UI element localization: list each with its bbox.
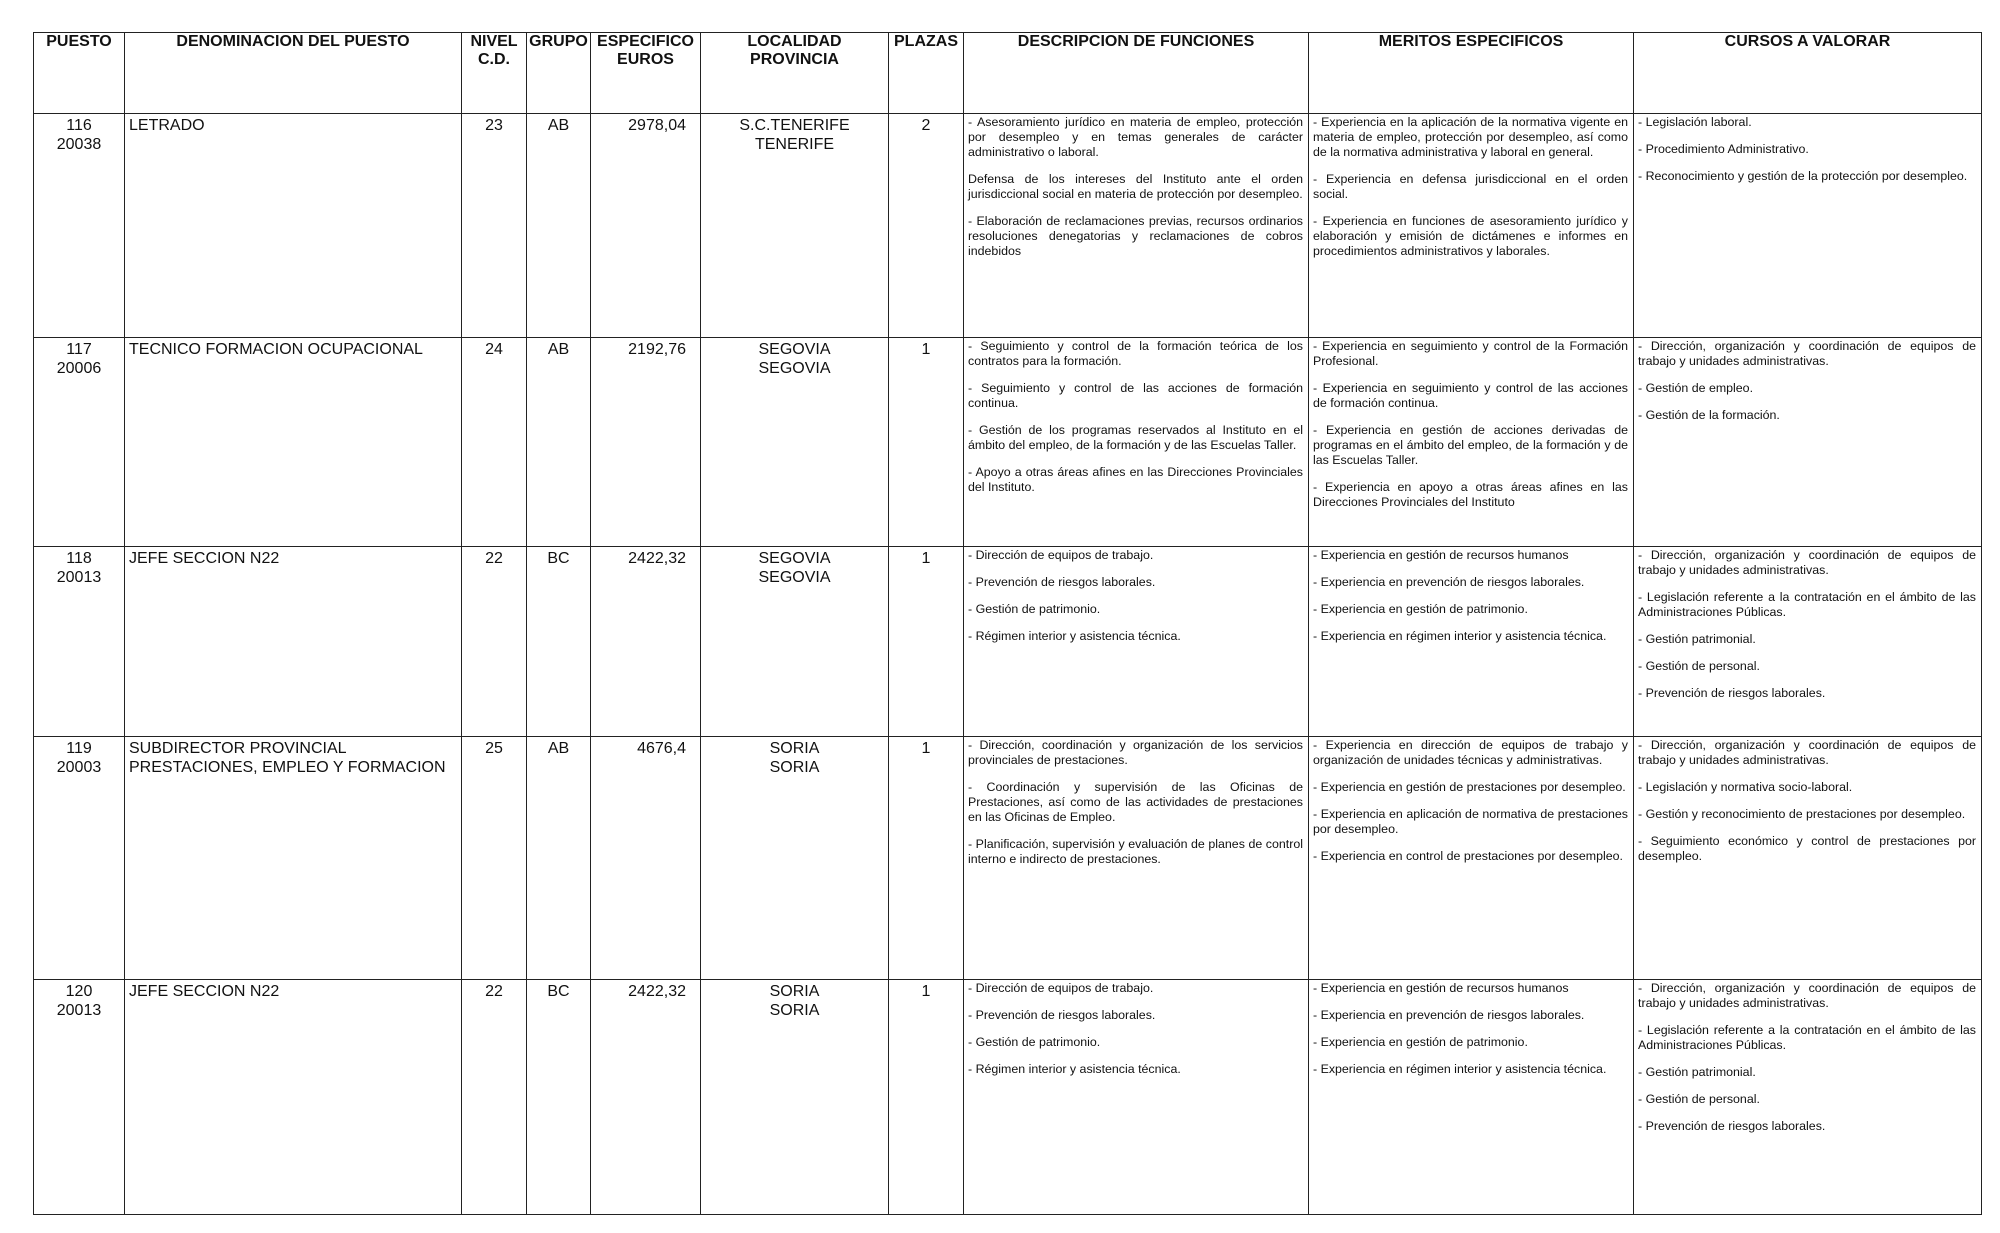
nivel-value: 22 [485,983,503,1000]
meritos-cell [1309,338,1634,547]
header-localidad: LOCALIDAD PROVINCIA [701,33,889,114]
grupo-value: AB [547,341,570,358]
grupo-value: AB [547,740,570,757]
merito-item: - Experiencia en apoyo a otras áreas afines en las Direcciones Provinciales del Instituto [1313,480,1628,509]
plazas-value: 1 [921,983,931,1000]
denominacion-text: LETRADO [129,117,205,134]
table-row [34,114,1982,338]
localidad-value: SORIA [769,740,820,757]
header-denominacion: DENOMINACION DEL PUESTO [125,33,462,114]
curso-item: - Prevención de riesgos laborales. [1638,1119,1826,1133]
curso-item: - Legislación referente a la contratación en el ámbito de las Administraciones Públicas. [1638,1023,1976,1052]
merito-item: - Experiencia en gestión de patrimonio. [1313,602,1528,616]
grupo-cell [527,114,591,338]
puesto-code: 20038 [56,136,102,153]
header-nivel: NIVEL C.D. [462,33,527,114]
funciones-cell [964,338,1309,547]
especifico-cell [591,114,701,338]
header-especifico: ESPECIFICO EUROS [591,33,701,114]
merito-item: - Experiencia en defensa jurisdiccional en el orden social. [1313,172,1628,201]
curso-item: - Gestión patrimonial. [1638,632,1756,646]
curso-item: - Dirección, organización y coordinación de equipos de trabajo y unidades administrativas. [1638,339,1976,368]
nivel-value: 24 [485,341,503,358]
denominacion-text: SUBDIRECTOR PROVINCIAL PRESTACIONES, EMPLEO Y FORMACION [129,740,446,776]
funcion-item: - Dirección de equipos de trabajo. [968,981,1154,995]
curso-item: - Gestión patrimonial. [1638,1065,1756,1079]
nivel-cell [462,737,527,980]
funcion-item: - Gestión de patrimonio. [968,1035,1101,1049]
meritos-cell [1309,547,1634,737]
merito-item: - Experiencia en funciones de asesoramiento jurídico y elaboración y emisión de dictámenes e informes en procedimientos administrativos y laborales. [1313,214,1628,258]
grupo-value: BC [547,550,570,567]
funciones-cell [964,980,1309,1215]
especifico-cell [591,980,701,1215]
nivel-cell [462,980,527,1215]
positions-table [33,32,1982,1215]
puesto-number: 119 [66,740,92,757]
curso-item: - Reconocimiento y gestión de la protección por desempleo. [1638,169,1968,183]
grupo-cell [527,980,591,1215]
curso-item: - Dirección, organización y coordinación de equipos de trabajo y unidades administrativas. [1638,548,1976,577]
especifico-value: 4676,4 [637,740,686,757]
cursos-cell [1634,980,1982,1215]
merito-item: - Experiencia en la aplicación de la normativa vigente en materia de empleo, protección por desempleo, así como de la normativa administrativa y laboral en general. [1313,115,1628,159]
merito-item: - Experiencia en gestión de recursos humanos [1313,981,1569,995]
header-meritos: MERITOS ESPECIFICOS [1309,33,1634,114]
cursos-cell [1634,114,1982,338]
meritos-cell [1309,980,1634,1215]
table-row [34,737,1982,980]
especifico-cell [591,737,701,980]
denominacion-text: JEFE SECCION N22 [129,983,280,1000]
funcion-item: Defensa de los intereses del Instituto ante el orden jurisdiccional social en materia de protección por desempleo. [968,172,1303,201]
nivel-value: 22 [485,550,503,567]
funcion-item: - Régimen interior y asistencia técnica. [968,1062,1181,1076]
plazas-value: 2 [921,117,931,134]
especifico-value: 2422,32 [628,983,686,1000]
funciones-cell [964,737,1309,980]
curso-item: - Dirección, organización y coordinación de equipos de trabajo y unidades administrativas. [1638,738,1976,767]
merito-item: - Experiencia en gestión de recursos humanos [1313,548,1569,562]
merito-item: - Experiencia en prevención de riesgos laborales. [1313,1008,1585,1022]
nivel-value: 25 [485,740,503,757]
puesto-code: 20013 [56,569,102,586]
plazas-cell [889,114,964,338]
merito-item: - Experiencia en gestión de acciones derivadas de programas en el ámbito del empleo, de la formación y de las Escuelas Taller. [1313,423,1628,467]
merito-item: - Experiencia en seguimiento y control de la Formación Profesional. [1313,339,1628,368]
especifico-value: 2192,76 [628,341,686,358]
curso-item: - Prevención de riesgos laborales. [1638,686,1826,700]
table-row [34,547,1982,737]
especifico-cell [591,547,701,737]
localidad-value: SEGOVIA [758,550,831,567]
localidad-cell [701,547,889,737]
puesto-cell [34,737,125,980]
funciones-cell [964,114,1309,338]
nivel-cell [462,338,527,547]
nivel-value: 23 [485,117,503,134]
curso-item: - Gestión y reconocimiento de prestaciones por desempleo. [1638,807,1966,821]
meritos-cell [1309,114,1634,338]
puesto-cell [34,114,125,338]
funcion-item: - Dirección, coordinación y organización de los servicios provinciales de prestaciones. [968,738,1303,767]
puesto-cell [34,338,125,547]
plazas-value: 1 [921,341,931,358]
grupo-cell [527,547,591,737]
funcion-item: - Seguimiento y control de la formación teórica de los contratos para la formación. [968,339,1303,368]
denominacion-cell [125,338,462,547]
provincia-value: SEGOVIA [758,569,831,586]
puesto-cell [34,547,125,737]
puesto-number: 118 [66,550,92,567]
puesto-number: 120 [65,983,93,1000]
puesto-code: 20006 [56,360,102,377]
meritos-cell [1309,737,1634,980]
puesto-number: 117 [66,341,92,358]
curso-item: - Legislación laboral. [1638,115,1752,129]
table-body [34,114,1982,1215]
grupo-cell [527,338,591,547]
merito-item: - Experiencia en régimen interior y asistencia técnica. [1313,1062,1607,1076]
localidad-cell [701,980,889,1215]
funcion-item: - Gestión de patrimonio. [968,602,1101,616]
grupo-cell [527,737,591,980]
curso-item: - Gestión de personal. [1638,1092,1760,1106]
localidad-value: SORIA [769,983,820,1000]
plazas-cell [889,547,964,737]
provincia-value: SORIA [769,759,820,776]
funcion-item: - Asesoramiento jurídico en materia de empleo, protección por desempleo y en temas generales de carácter administrativo o laboral. [968,115,1303,159]
header-descripcion: DESCRIPCION DE FUNCIONES [964,33,1309,114]
merito-item: - Experiencia en aplicación de normativa de prestaciones por desempleo. [1313,807,1628,836]
plazas-value: 1 [921,740,931,757]
puesto-code: 20013 [56,1002,102,1019]
denominacion-cell [125,547,462,737]
denominacion-cell [125,980,462,1215]
merito-item: - Experiencia en seguimiento y control de las acciones de formación continua. [1313,381,1628,410]
merito-item: - Experiencia en gestión de patrimonio. [1313,1035,1528,1049]
curso-item: - Dirección, organización y coordinación de equipos de trabajo y unidades administrativas. [1638,981,1976,1010]
curso-item: - Legislación referente a la contratación en el ámbito de las Administraciones Públicas. [1638,590,1976,619]
grupo-value: AB [547,117,570,134]
localidad-cell [701,114,889,338]
grupo-value: BC [547,983,570,1000]
plazas-cell [889,980,964,1215]
curso-item: - Gestión de personal. [1638,659,1760,673]
merito-item: - Experiencia en dirección de equipos de trabajo y organización de unidades técnicas y administrativas. [1313,738,1628,767]
nivel-cell [462,547,527,737]
curso-item: - Seguimiento económico y control de prestaciones por desempleo. [1638,834,1976,863]
funcion-item: - Planificación, supervisión y evaluación de planes de control interno e indirecto de prestaciones. [968,837,1303,866]
puesto-code: 20003 [56,759,102,776]
funcion-item: - Seguimiento y control de las acciones de formación continua. [968,381,1303,410]
funcion-item: - Gestión de los programas reservados al Instituto en el ámbito del empleo, de la formación y de las Escuelas Taller. [968,423,1303,452]
nivel-cell [462,114,527,338]
plazas-cell [889,737,964,980]
header-grupo: GRUPO [527,33,591,114]
provincia-value: SEGOVIA [758,360,831,377]
funcion-item: - Coordinación y supervisión de las Oficinas de Prestaciones, así como de las actividades de prestaciones en las Oficinas de Empleo. [968,780,1303,824]
merito-item: - Experiencia en gestión de prestaciones por desempleo. [1313,780,1626,794]
header-puesto: PUESTO [34,33,125,114]
header-row [34,33,1982,114]
localidad-cell [701,737,889,980]
funcion-item: - Prevención de riesgos laborales. [968,1008,1156,1022]
denominacion-text: JEFE SECCION N22 [129,550,280,567]
especifico-cell [591,338,701,547]
cursos-cell [1634,737,1982,980]
localidad-value: SEGOVIA [758,341,831,358]
merito-item: - Experiencia en control de prestaciones por desempleo. [1313,849,1623,863]
denominacion-text: TECNICO FORMACION OCUPACIONAL [129,341,423,358]
merito-item: - Experiencia en régimen interior y asistencia técnica. [1313,629,1607,643]
table-row [34,338,1982,547]
curso-item: - Gestión de la formación. [1638,408,1780,422]
provincia-value: SORIA [769,1002,820,1019]
funciones-cell [964,547,1309,737]
localidad-value: S.C.TENERIFE [739,117,850,134]
header-cursos: CURSOS A VALORAR [1634,33,1982,114]
funcion-item: - Apoyo a otras áreas afines en las Direcciones Provinciales del Instituto. [968,465,1303,494]
especifico-value: 2978,04 [628,117,686,134]
funcion-item: - Prevención de riesgos laborales. [968,575,1156,589]
puesto-cell [34,980,125,1215]
merito-item: - Experiencia en prevención de riesgos laborales. [1313,575,1585,589]
puesto-number: 116 [66,117,92,134]
table-row [34,980,1982,1215]
denominacion-cell [125,737,462,980]
plazas-cell [889,338,964,547]
curso-item: - Gestión de empleo. [1638,381,1754,395]
header-plazas: PLAZAS [889,33,964,114]
localidad-cell [701,338,889,547]
denominacion-cell [125,114,462,338]
cursos-cell [1634,547,1982,737]
funcion-item: - Régimen interior y asistencia técnica. [968,629,1181,643]
provincia-value: TENERIFE [754,136,835,153]
funcion-item: - Elaboración de reclamaciones previas, recursos ordinarios resoluciones denegatorias y reclamaciones de cobros indebidos [968,214,1303,258]
especifico-value: 2422,32 [628,550,686,567]
plazas-value: 1 [921,550,931,567]
curso-item: - Procedimiento Administrativo. [1638,142,1809,156]
cursos-cell [1634,338,1982,547]
funcion-item: - Dirección de equipos de trabajo. [968,548,1154,562]
curso-item: - Legislación y normativa socio-laboral. [1638,780,1853,794]
